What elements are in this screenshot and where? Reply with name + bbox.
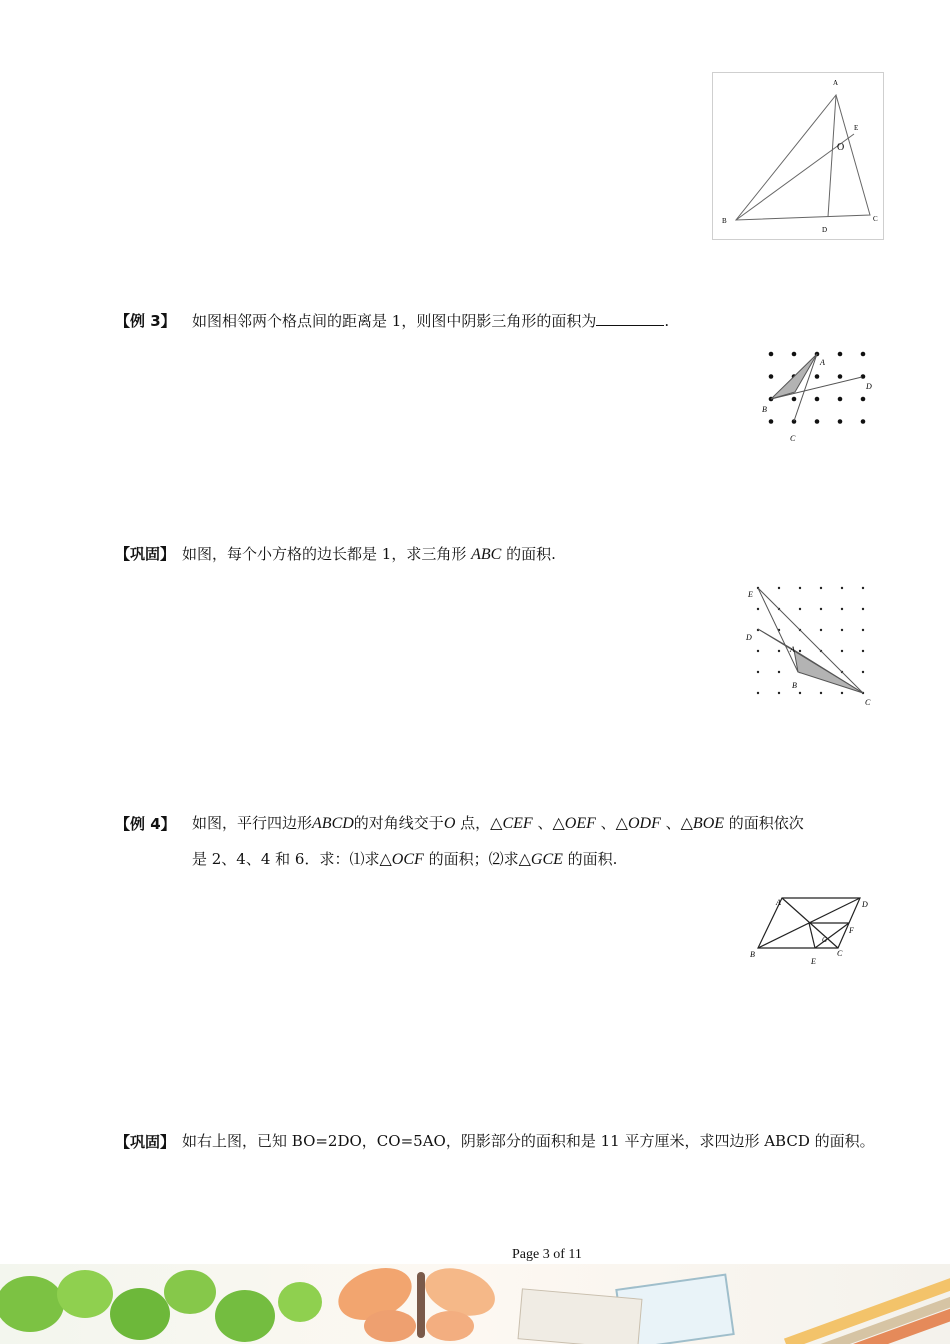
label-O: O	[837, 142, 845, 153]
grid-dot	[799, 608, 801, 610]
grid-dot	[841, 587, 843, 589]
math-abcd: ABCD	[312, 815, 354, 832]
label-D: D	[862, 900, 868, 909]
grid-dot	[820, 608, 822, 610]
label-E: E	[811, 957, 816, 966]
label-C: C	[865, 698, 871, 707]
text: 的对角线交于	[353, 814, 444, 832]
practice-2-text: 如右上图，已知 BO=2DO，CO=5AO，阴影部分的面积和是 11 平方厘米，求四边形 ABCD 的面积。	[182, 1132, 875, 1150]
grid-dot	[841, 608, 843, 610]
label-E: E	[748, 590, 753, 599]
example-3-text: 如图相邻两个格点间的距离是 1，则图中阴影三角形的面积为	[192, 312, 597, 330]
example-3-end: .	[664, 312, 670, 330]
grid-dot	[838, 352, 843, 357]
math-odf: △ODF	[615, 815, 661, 832]
grid-dot	[862, 587, 864, 589]
grid-dot	[862, 650, 864, 652]
grid-dot	[861, 397, 866, 402]
practice-1-tag: 【巩固】	[115, 545, 176, 563]
grid-dot	[841, 629, 843, 631]
label-C: C	[837, 949, 843, 958]
example-3-tag: 【例 3】	[115, 312, 176, 330]
math-boe: △BOE	[680, 815, 725, 832]
grid-dot	[861, 419, 866, 424]
grid-dot	[820, 692, 822, 694]
text: 的面积.	[562, 850, 618, 868]
grid-dot	[838, 374, 843, 379]
text: 如图，平行四边形	[192, 814, 313, 832]
math-ocf: △OCF	[379, 851, 424, 868]
grid-dot	[838, 397, 843, 402]
label-F: F	[849, 926, 854, 935]
grid-dot	[815, 419, 820, 424]
text: 、	[532, 814, 553, 832]
math-cef: △CEF	[490, 815, 533, 832]
math-oef: △OEF	[552, 815, 596, 832]
figure-parallelogram	[745, 890, 880, 970]
text: 点，	[455, 814, 491, 832]
label-B: B	[762, 405, 767, 414]
grid-dot	[792, 352, 797, 357]
figure-dot-grid-1	[755, 345, 880, 445]
grid-dot	[757, 692, 759, 694]
label-D: D	[822, 226, 828, 234]
label-D: D	[866, 382, 872, 391]
example-3-question	[192, 310, 669, 332]
label-C: C	[790, 434, 796, 443]
practice-2-tag: 【巩固】	[115, 1133, 176, 1151]
label-A: A	[820, 358, 825, 367]
label-C: C	[873, 215, 878, 223]
grid-dot	[838, 419, 843, 424]
label-D: D	[746, 633, 752, 642]
grid-dot	[862, 608, 864, 610]
label-A: A	[833, 79, 839, 87]
grid-dot	[815, 374, 820, 379]
practice-1-question	[182, 543, 556, 566]
grid-dot	[861, 352, 866, 357]
text: 的面积依次	[724, 814, 804, 832]
grid-dot	[861, 374, 866, 379]
text: 、	[595, 814, 616, 832]
label-A: A	[790, 645, 795, 654]
grid-dot	[820, 629, 822, 631]
grid-dot	[792, 397, 797, 402]
label-B: B	[722, 217, 727, 225]
grid-dot	[799, 587, 801, 589]
math-o: O	[443, 815, 456, 832]
math-gce: △GCE	[518, 851, 563, 868]
grid-dot	[820, 587, 822, 589]
page-number: Page 3 of 11	[512, 1247, 582, 1262]
label-G: G	[822, 936, 828, 944]
grid-dot	[799, 692, 801, 694]
grid-dot	[815, 397, 820, 402]
text: 的面积；⑵求	[423, 850, 519, 868]
grid-dot	[757, 650, 759, 652]
figure-triangle-cevians	[712, 72, 884, 240]
label-A: A	[776, 898, 781, 907]
grid-dot	[778, 692, 780, 694]
example-4-line-1	[192, 812, 804, 835]
grid-dot	[757, 608, 759, 610]
grid-dot	[841, 650, 843, 652]
figure-dot-grid-2	[742, 580, 877, 710]
grid-dot	[778, 587, 780, 589]
grid-dot	[769, 374, 774, 379]
grid-dot	[799, 650, 801, 652]
grid-dot	[778, 650, 780, 652]
grid-dot	[862, 629, 864, 631]
example-4-tag: 【例 4】	[115, 815, 176, 833]
decorative-banner	[0, 1264, 950, 1344]
grid-dot	[862, 671, 864, 673]
example-4-line-2	[192, 848, 617, 871]
practice-1-text-a: 如图，每个小方格的边长都是 1，求三角形	[182, 545, 472, 563]
practice-1-text-b: 的面积.	[501, 545, 556, 563]
label-B: B	[792, 681, 797, 690]
grid-dot	[778, 671, 780, 673]
practice-1-math: ABC	[471, 546, 502, 563]
label-B: B	[750, 950, 755, 959]
grid-dot	[769, 352, 774, 357]
grid-dot	[841, 692, 843, 694]
answer-blank[interactable]	[596, 311, 664, 326]
grid-dot	[757, 671, 759, 673]
grid-dot	[769, 419, 774, 424]
text: 、	[660, 814, 681, 832]
text: 是 2、4、4 和 6．求：⑴求	[192, 850, 380, 868]
label-E: E	[854, 124, 859, 132]
